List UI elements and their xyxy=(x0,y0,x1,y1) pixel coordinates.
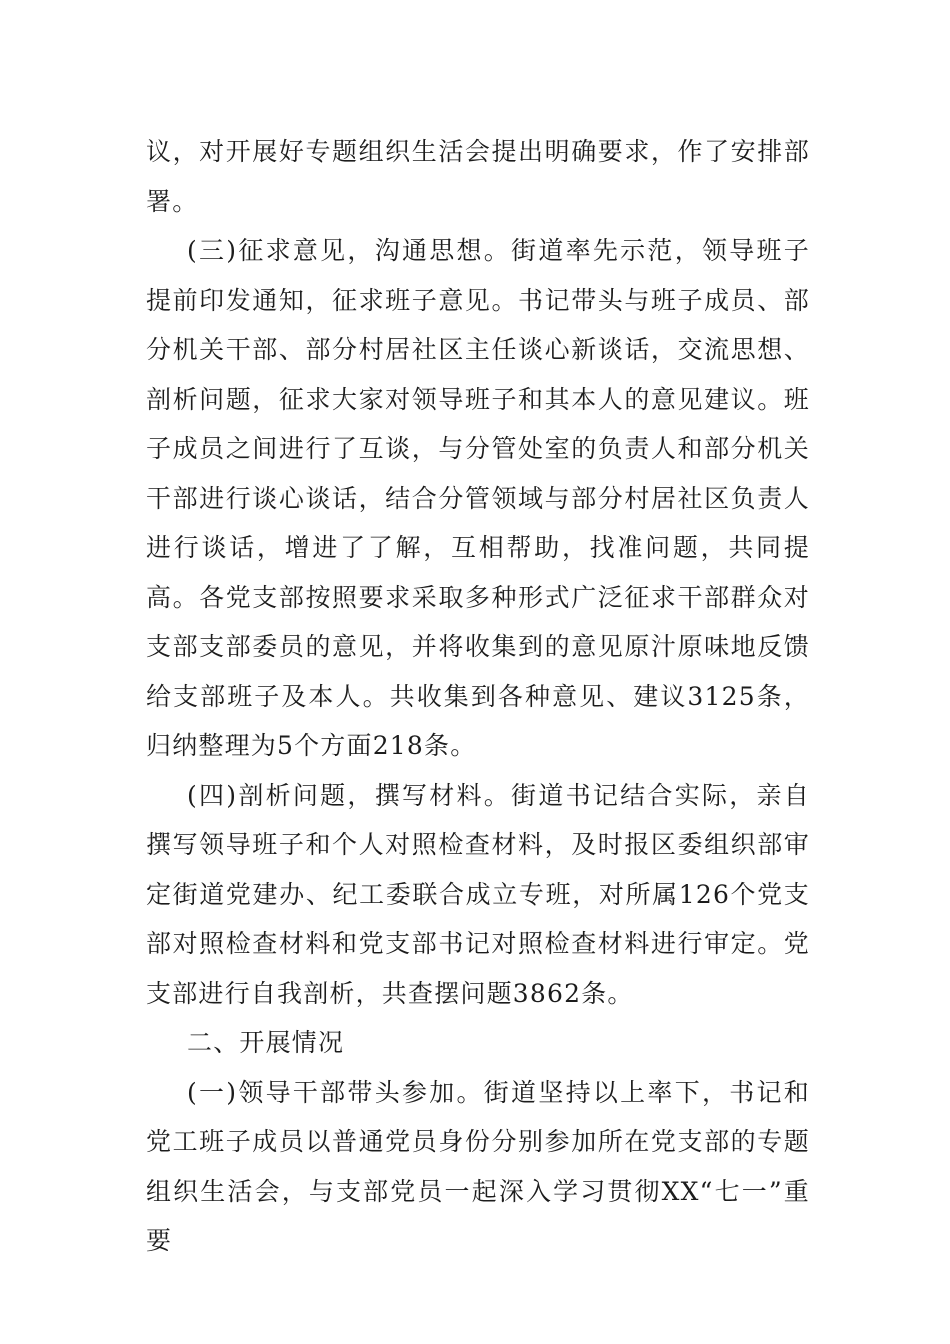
paragraph-section-3: (三)征求意见，沟通思想。街道率先示范，领导班子提前印发通知，征求班子意见。书记带头与班子成员、部分机关干部、部分村居社区主任谈心新谈话，交流思想、剖析问题，征求大家对领导班子和其本人的意见建议。班子成员之间进行了互谈，与分管处室的负责人和部分机关干部进行谈心谈话，结合分管领域与部分村居社区负责人进行谈话，增进了了解，互相帮助，找准问题，共同提高。各党支部按照要求采取多种形式广泛征求干部群众对支部支部委员的意见，并将收集到的意见原汁原味地反馈给支部班子及本人。共收集到各种意见、建议3125条，归纳整理为5个方面218条。 xyxy=(146,236,810,760)
document-body xyxy=(146,127,810,1266)
heading-section-2: 二、开展情况 xyxy=(187,1028,345,1057)
paragraph-section-2-1: (一)领导干部带头参加。街道坚持以上率下，书记和党工班子成员以普通党员身份分别参加所在党支部的专题组织生活会，与支部党员一起深入学习贯彻XX“七一”重要 xyxy=(146,1077,810,1255)
paragraph-continuation: 议，对开展好专题组织生活会提出明确要求，作了安排部署。 xyxy=(146,137,810,216)
paragraph-section-4: (四)剖析问题，撰写材料。街道书记结合实际，亲自撰写领导班子和个人对照检查材料，及时报区委组织部审定街道党建办、纪工委联合成立专班，对所属126个党支部对照检查材料和党支部书记对照检查材料进行审定。党支部进行自我剖析，共查摆问题3862条。 xyxy=(146,780,810,1008)
